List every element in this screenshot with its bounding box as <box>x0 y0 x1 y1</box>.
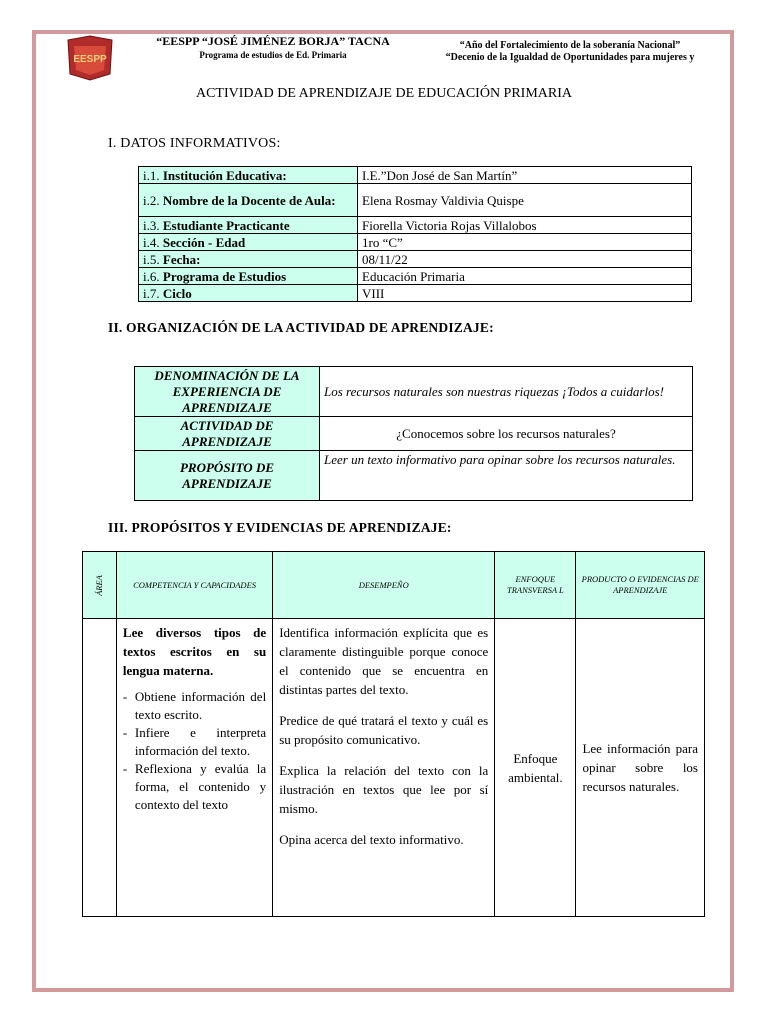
table-row: i.3. Estudiante Practicante Fiorella Victoria Rojas Villalobos <box>139 217 692 234</box>
info-table <box>138 166 692 302</box>
table-row: i.6. Programa de Estudios Educación Primaria <box>139 268 692 285</box>
list-item: Predice de qué tratará el texto y cuál es su propósito comunicativo. <box>279 713 489 747</box>
year-name: “Año del Fortalecimiento de la soberanía Nacional” <box>459 40 681 51</box>
header-desempeno: DESEMPEÑO <box>273 552 495 619</box>
table-row: i.5. Fecha: 08/11/22 <box>139 251 692 268</box>
capacidades-list <box>123 688 266 814</box>
header-competencia: COMPETENCIA Y CAPACIDADES <box>116 552 272 619</box>
list-item: Opina acerca del texto informativo. <box>279 832 464 847</box>
header-year <box>420 40 720 64</box>
area-cell <box>83 619 117 917</box>
list-item: - Obtiene información del texto escrito. <box>123 688 266 724</box>
decade-name: “Decenio de la Igualdad de Oportunidades para mujeres y <box>445 52 695 63</box>
header-school <box>118 34 428 60</box>
producto-cell: Lee información para opinar sobre los recursos naturales. <box>576 619 705 917</box>
header-producto: PRODUCTO O EVIDENCIAS DE APRENDIZAJE <box>576 552 705 619</box>
organization-table <box>134 366 693 501</box>
competencia-title: Lee diversos tipos de textos escritos en su lengua materna. <box>122 625 267 678</box>
program-name: Programa de estudios de Ed. Primaria <box>199 50 347 60</box>
list-item: - Infiere e interpreta información del texto. <box>123 724 266 760</box>
svg-text:EESPP: EESPP <box>73 54 107 65</box>
list-item: - Reflexiona y evalúa la forma, el contenido y contexto del texto <box>123 760 266 814</box>
school-name: “EESPP “JOSÉ JIMÉNEZ BORJA” TACNA <box>156 34 390 48</box>
section-1-title: I. DATOS INFORMATIVOS: <box>108 136 281 151</box>
table-row: i.4. Sección - Edad 1ro “C” <box>139 234 692 251</box>
document-title: ACTIVIDAD DE APRENDIZAJE DE EDUCACIÓN PRIMARIA <box>195 86 573 101</box>
enfoque-cell: Enfoque ambiental. <box>495 619 576 917</box>
table-row: i.7. Ciclo VIII <box>139 285 692 302</box>
desempeno-cell <box>273 619 495 917</box>
competencia-cell <box>116 619 272 917</box>
table-row <box>83 619 705 917</box>
header-area: ÁREA <box>93 574 104 596</box>
table-row: PROPÓSITO DE APRENDIZAJE Leer un texto informativo para opinar sobre los recursos naturales. <box>135 451 693 501</box>
table-row: ACTIVIDAD DE APRENDIZAJE ¿Conocemos sobre los recursos naturales? <box>135 417 693 451</box>
school-logo <box>64 34 116 82</box>
section-3-title: III. PROPÓSITOS Y EVIDENCIAS DE APRENDIZAJE: <box>108 520 452 535</box>
table-row: i.1. Institución Educativa: I.E.”Don José de San Martín” <box>139 167 692 184</box>
purposes-table <box>82 551 705 917</box>
list-item: Identifica información explícita que es claramente distinguible porque conoce el contenido que se encuentra en distintas partes del texto. <box>279 625 489 697</box>
section-2-title: II. ORGANIZACIÓN DE LA ACTIVIDAD DE APRENDIZAJE: <box>108 320 494 335</box>
table-row: DENOMINACIÓN DE LA EXPERIENCIA DE APRENDIZAJE Los recursos naturales son nuestras riquezas ¡Todos a cuidarlos! <box>135 367 693 417</box>
header-enfoque: ENFOQUE TRANSVERSA L <box>495 552 576 619</box>
table-row: i.2. Nombre de la Docente de Aula: Elena Rosmay Valdivia Quispe <box>139 184 692 217</box>
list-item: Explica la relación del texto con la ilustración en textos que lee por sí mismo. <box>279 763 489 816</box>
table-header-row <box>83 552 705 619</box>
